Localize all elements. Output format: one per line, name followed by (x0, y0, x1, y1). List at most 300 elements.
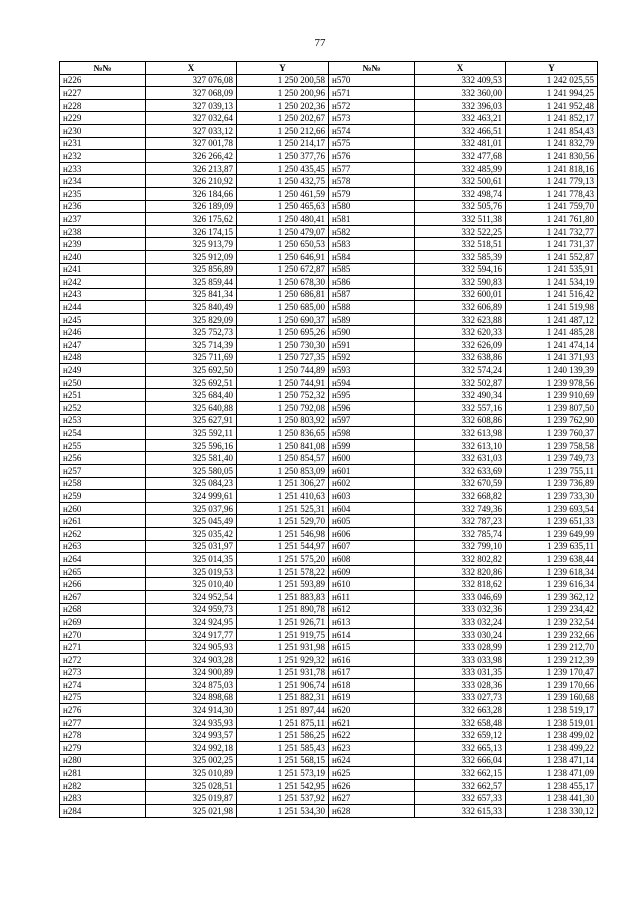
cell-point-number-left: н282 (60, 779, 146, 792)
cell-y-left: 1 250 672,87 (237, 263, 329, 276)
cell-x-right: 332 802,82 (415, 553, 506, 566)
cell-y-right: 1 241 731,37 (506, 238, 598, 251)
cell-point-number-right: н617 (329, 666, 415, 679)
cell-y-left: 1 251 585,43 (237, 742, 329, 755)
cell-point-number-left: н255 (60, 439, 146, 452)
cell-point-number-right: н590 (329, 326, 415, 339)
cell-point-number-left: н276 (60, 704, 146, 717)
cell-point-number-left: н280 (60, 754, 146, 767)
cell-y-right: 1 239 170,66 (506, 679, 598, 692)
cell-x-left: 325 580,05 (146, 465, 237, 478)
cell-y-right: 1 241 852,17 (506, 112, 598, 125)
cell-point-number-right: н621 (329, 716, 415, 729)
cell-point-number-left: н228 (60, 99, 146, 112)
cell-x-right: 333 032,36 (415, 603, 506, 616)
cell-x-left: 326 174,15 (146, 225, 237, 238)
cell-y-left: 1 250 202,36 (237, 99, 329, 112)
cell-x-right: 333 031,35 (415, 666, 506, 679)
cell-x-right: 332 396,03 (415, 99, 506, 112)
cell-x-left: 324 905,93 (146, 641, 237, 654)
cell-point-number-right: н627 (329, 792, 415, 805)
cell-point-number-left: н278 (60, 729, 146, 742)
cell-x-right: 332 749,36 (415, 502, 506, 515)
table-row (60, 276, 598, 289)
table-row (60, 767, 598, 780)
cell-y-left: 1 250 685,00 (237, 301, 329, 314)
cell-point-number-left: н271 (60, 641, 146, 654)
cell-point-number-left: н258 (60, 477, 146, 490)
table-row (60, 175, 598, 188)
cell-x-left: 325 021,98 (146, 805, 237, 818)
table-row (60, 792, 598, 805)
cell-y-right: 1 241 778,43 (506, 187, 598, 200)
table-row (60, 225, 598, 238)
cell-point-number-left: н236 (60, 200, 146, 213)
cell-point-number-right: н606 (329, 527, 415, 540)
cell-x-right: 332 633,69 (415, 465, 506, 478)
cell-x-right: 332 613,10 (415, 439, 506, 452)
table-row (60, 653, 598, 666)
cell-point-number-right: н622 (329, 729, 415, 742)
cell-x-left: 325 019,87 (146, 792, 237, 805)
table-row (60, 716, 598, 729)
cell-x-right: 333 033,98 (415, 653, 506, 666)
cell-x-left: 325 581,40 (146, 452, 237, 465)
cell-point-number-right: н589 (329, 313, 415, 326)
cell-point-number-right: н602 (329, 477, 415, 490)
cell-y-right: 1 241 552,87 (506, 250, 598, 263)
cell-x-right: 332 668,82 (415, 490, 506, 503)
cell-point-number-right: н623 (329, 742, 415, 755)
cell-x-left: 324 935,93 (146, 716, 237, 729)
cell-y-right: 1 241 534,19 (506, 276, 598, 289)
cell-y-right: 1 241 487,12 (506, 313, 598, 326)
cell-y-left: 1 250 695,26 (237, 326, 329, 339)
cell-x-left: 326 189,09 (146, 200, 237, 213)
coordinates-table (59, 61, 598, 818)
table-row (60, 578, 598, 591)
header-x-left: X (146, 62, 237, 75)
cell-point-number-right: н616 (329, 653, 415, 666)
cell-point-number-left: н267 (60, 590, 146, 603)
table-row (60, 238, 598, 251)
cell-point-number-left: н244 (60, 301, 146, 314)
header-point-number-left: №№ (60, 62, 146, 75)
cell-y-left: 1 251 546,98 (237, 527, 329, 540)
cell-y-left: 1 250 730,30 (237, 339, 329, 352)
cell-y-left: 1 251 306,27 (237, 477, 329, 490)
cell-x-left: 325 014,35 (146, 553, 237, 566)
table-row (60, 402, 598, 415)
cell-point-number-right: н577 (329, 162, 415, 175)
table-row (60, 666, 598, 679)
cell-point-number-right: н594 (329, 376, 415, 389)
cell-y-right: 1 239 212,70 (506, 641, 598, 654)
cell-point-number-right: н587 (329, 288, 415, 301)
table-row (60, 527, 598, 540)
cell-y-right: 1 239 234,42 (506, 603, 598, 616)
cell-x-left: 325 912,09 (146, 250, 237, 263)
cell-x-right: 332 594,16 (415, 263, 506, 276)
cell-point-number-right: н574 (329, 124, 415, 137)
cell-y-left: 1 251 929,32 (237, 653, 329, 666)
cell-y-left: 1 250 650,53 (237, 238, 329, 251)
cell-x-right: 332 799,10 (415, 540, 506, 553)
cell-x-left: 324 992,18 (146, 742, 237, 755)
table-row (60, 263, 598, 276)
table-row (60, 590, 598, 603)
cell-point-number-left: н262 (60, 527, 146, 540)
cell-point-number-right: н595 (329, 389, 415, 402)
cell-point-number-right: н583 (329, 238, 415, 251)
cell-y-right: 1 239 638,44 (506, 553, 598, 566)
cell-y-left: 1 251 931,98 (237, 641, 329, 654)
table-row (60, 641, 598, 654)
cell-point-number-left: н229 (60, 112, 146, 125)
cell-y-left: 1 251 573,19 (237, 767, 329, 780)
cell-y-right: 1 238 330,12 (506, 805, 598, 818)
cell-x-right: 332 663,28 (415, 704, 506, 717)
cell-y-right: 1 239 733,30 (506, 490, 598, 503)
cell-point-number-right: н604 (329, 502, 415, 515)
cell-point-number-left: н259 (60, 490, 146, 503)
cell-y-right: 1 239 760,37 (506, 427, 598, 440)
cell-y-right: 1 239 758,58 (506, 439, 598, 452)
cell-point-number-left: н274 (60, 679, 146, 692)
cell-y-left: 1 250 752,32 (237, 389, 329, 402)
cell-x-right: 332 666,04 (415, 754, 506, 767)
cell-point-number-left: н237 (60, 213, 146, 226)
cell-y-left: 1 250 200,96 (237, 87, 329, 100)
cell-y-right: 1 239 978,56 (506, 376, 598, 389)
cell-y-right: 1 241 371,93 (506, 351, 598, 364)
cell-y-left: 1 250 646,91 (237, 250, 329, 263)
cell-point-number-left: н264 (60, 553, 146, 566)
cell-y-right: 1 241 818,16 (506, 162, 598, 175)
cell-point-number-left: н231 (60, 137, 146, 150)
cell-x-right: 332 658,48 (415, 716, 506, 729)
cell-point-number-right: н570 (329, 74, 415, 87)
cell-point-number-left: н273 (60, 666, 146, 679)
cell-y-right: 1 241 779,13 (506, 175, 598, 188)
table-row (60, 754, 598, 767)
cell-x-right: 332 608,86 (415, 414, 506, 427)
cell-y-left: 1 250 792,08 (237, 402, 329, 415)
cell-y-left: 1 250 803,92 (237, 414, 329, 427)
cell-y-left: 1 251 906,74 (237, 679, 329, 692)
cell-y-left: 1 250 202,67 (237, 112, 329, 125)
cell-x-right: 332 409,53 (415, 74, 506, 87)
cell-x-left: 324 993,57 (146, 729, 237, 742)
cell-point-number-left: н257 (60, 465, 146, 478)
cell-point-number-right: н605 (329, 515, 415, 528)
cell-x-right: 332 477,68 (415, 150, 506, 163)
table-row (60, 150, 598, 163)
cell-x-right: 332 481,01 (415, 137, 506, 150)
cell-x-right: 332 505,76 (415, 200, 506, 213)
table-row (60, 326, 598, 339)
table-row (60, 603, 598, 616)
cell-point-number-right: н599 (329, 439, 415, 452)
cell-y-left: 1 251 926,71 (237, 616, 329, 629)
cell-x-right: 332 502,87 (415, 376, 506, 389)
cell-x-left: 325 035,42 (146, 527, 237, 540)
cell-y-right: 1 241 832,79 (506, 137, 598, 150)
cell-y-right: 1 238 471,09 (506, 767, 598, 780)
cell-y-left: 1 251 593,89 (237, 578, 329, 591)
table-row (60, 162, 598, 175)
cell-x-left: 325 913,79 (146, 238, 237, 251)
cell-point-number-left: н268 (60, 603, 146, 616)
cell-x-left: 325 031,97 (146, 540, 237, 553)
cell-point-number-right: н572 (329, 99, 415, 112)
table-body (60, 74, 598, 817)
cell-y-left: 1 251 890,78 (237, 603, 329, 616)
cell-y-right: 1 239 910,69 (506, 389, 598, 402)
cell-y-left: 1 250 841,08 (237, 439, 329, 452)
cell-point-number-right: н615 (329, 641, 415, 654)
cell-point-number-left: н266 (60, 578, 146, 591)
table-row (60, 465, 598, 478)
cell-x-left: 326 266,42 (146, 150, 237, 163)
cell-point-number-left: н230 (60, 124, 146, 137)
cell-point-number-right: н586 (329, 276, 415, 289)
cell-x-left: 325 711,69 (146, 351, 237, 364)
cell-y-right: 1 241 485,28 (506, 326, 598, 339)
cell-y-right: 1 238 519,17 (506, 704, 598, 717)
cell-x-right: 332 574,24 (415, 364, 506, 377)
cell-point-number-right: н608 (329, 553, 415, 566)
cell-x-right: 332 613,98 (415, 427, 506, 440)
cell-point-number-right: н578 (329, 175, 415, 188)
cell-x-left: 327 068,09 (146, 87, 237, 100)
cell-y-left: 1 250 465,63 (237, 200, 329, 213)
table-row (60, 364, 598, 377)
cell-x-left: 324 875,03 (146, 679, 237, 692)
cell-point-number-left: н252 (60, 402, 146, 415)
table-row (60, 87, 598, 100)
cell-point-number-right: н600 (329, 452, 415, 465)
cell-y-left: 1 251 875,11 (237, 716, 329, 729)
cell-y-right: 1 241 732,77 (506, 225, 598, 238)
table-row (60, 553, 598, 566)
cell-x-right: 332 787,23 (415, 515, 506, 528)
cell-point-number-right: н588 (329, 301, 415, 314)
cell-x-left: 325 829,09 (146, 313, 237, 326)
cell-x-left: 325 084,23 (146, 477, 237, 490)
table-row (60, 540, 598, 553)
table-row (60, 137, 598, 150)
cell-y-left: 1 250 727,35 (237, 351, 329, 364)
cell-x-left: 327 039,13 (146, 99, 237, 112)
cell-point-number-left: н238 (60, 225, 146, 238)
cell-x-right: 332 606,89 (415, 301, 506, 314)
cell-point-number-right: н596 (329, 402, 415, 415)
cell-y-right: 1 241 516,42 (506, 288, 598, 301)
cell-y-left: 1 251 537,92 (237, 792, 329, 805)
cell-x-left: 324 903,28 (146, 653, 237, 666)
cell-point-number-right: н598 (329, 427, 415, 440)
cell-point-number-right: н573 (329, 112, 415, 125)
cell-y-left: 1 251 586,25 (237, 729, 329, 742)
cell-y-right: 1 242 025,55 (506, 74, 598, 87)
cell-x-right: 332 623,88 (415, 313, 506, 326)
cell-x-left: 325 692,51 (146, 376, 237, 389)
cell-x-left: 325 752,73 (146, 326, 237, 339)
cell-point-number-right: н576 (329, 150, 415, 163)
cell-y-left: 1 250 479,07 (237, 225, 329, 238)
cell-x-right: 332 600,01 (415, 288, 506, 301)
cell-x-right: 332 500,61 (415, 175, 506, 188)
table-row (60, 351, 598, 364)
table-row (60, 313, 598, 326)
cell-y-left: 1 250 836,65 (237, 427, 329, 440)
cell-x-left: 327 033,12 (146, 124, 237, 137)
cell-x-left: 324 898,68 (146, 691, 237, 704)
cell-x-left: 325 010,40 (146, 578, 237, 591)
cell-y-right: 1 239 160,68 (506, 691, 598, 704)
table-row (60, 502, 598, 515)
table-row (60, 200, 598, 213)
cell-y-left: 1 251 575,20 (237, 553, 329, 566)
cell-y-right: 1 238 519,01 (506, 716, 598, 729)
table-row (60, 74, 598, 87)
cell-x-right: 332 498,74 (415, 187, 506, 200)
cell-point-number-left: н270 (60, 628, 146, 641)
cell-y-left: 1 251 525,31 (237, 502, 329, 515)
cell-y-right: 1 241 952,48 (506, 99, 598, 112)
cell-y-right: 1 239 762,90 (506, 414, 598, 427)
table-header (60, 62, 598, 75)
cell-point-number-left: н243 (60, 288, 146, 301)
cell-point-number-right: н584 (329, 250, 415, 263)
cell-point-number-left: н275 (60, 691, 146, 704)
cell-y-right: 1 239 232,54 (506, 616, 598, 629)
cell-x-left: 326 213,87 (146, 162, 237, 175)
table-row (60, 452, 598, 465)
cell-point-number-left: н234 (60, 175, 146, 188)
cell-y-left: 1 251 919,75 (237, 628, 329, 641)
cell-point-number-left: н250 (60, 376, 146, 389)
cell-y-right: 1 239 736,89 (506, 477, 598, 490)
cell-y-right: 1 238 455,17 (506, 779, 598, 792)
cell-point-number-left: н232 (60, 150, 146, 163)
table-row (60, 490, 598, 503)
cell-x-right: 332 590,83 (415, 276, 506, 289)
cell-y-left: 1 251 529,70 (237, 515, 329, 528)
cell-y-right: 1 241 761,80 (506, 213, 598, 226)
cell-point-number-right: н597 (329, 414, 415, 427)
cell-x-right: 332 557,16 (415, 402, 506, 415)
cell-y-right: 1 241 519,98 (506, 301, 598, 314)
cell-y-left: 1 250 686,81 (237, 288, 329, 301)
table-row (60, 288, 598, 301)
cell-y-left: 1 250 744,89 (237, 364, 329, 377)
cell-point-number-right: н611 (329, 590, 415, 603)
table-row (60, 301, 598, 314)
cell-y-left: 1 251 542,95 (237, 779, 329, 792)
cell-x-right: 332 360,00 (415, 87, 506, 100)
cell-x-left: 325 640,88 (146, 402, 237, 415)
cell-point-number-left: н260 (60, 502, 146, 515)
cell-x-right: 332 659,12 (415, 729, 506, 742)
cell-y-right: 1 238 499,22 (506, 742, 598, 755)
cell-point-number-right: н619 (329, 691, 415, 704)
table-row (60, 616, 598, 629)
cell-x-right: 333 027,73 (415, 691, 506, 704)
cell-point-number-right: н612 (329, 603, 415, 616)
cell-x-left: 325 010,89 (146, 767, 237, 780)
cell-x-left: 325 627,91 (146, 414, 237, 427)
cell-point-number-right: н592 (329, 351, 415, 364)
cell-y-right: 1 239 651,33 (506, 515, 598, 528)
cell-x-right: 332 638,86 (415, 351, 506, 364)
cell-point-number-left: н265 (60, 565, 146, 578)
cell-x-left: 326 175,62 (146, 213, 237, 226)
cell-point-number-left: н240 (60, 250, 146, 263)
cell-y-right: 1 239 212,39 (506, 653, 598, 666)
cell-x-right: 332 626,09 (415, 339, 506, 352)
cell-point-number-right: н613 (329, 616, 415, 629)
cell-point-number-left: н281 (60, 767, 146, 780)
cell-point-number-left: н263 (60, 540, 146, 553)
cell-y-right: 1 238 471,14 (506, 754, 598, 767)
cell-point-number-left: н246 (60, 326, 146, 339)
cell-y-left: 1 250 854,57 (237, 452, 329, 465)
table-row (60, 339, 598, 352)
cell-point-number-left: н235 (60, 187, 146, 200)
cell-point-number-right: н580 (329, 200, 415, 213)
table-row (60, 389, 598, 402)
cell-y-right: 1 239 693,54 (506, 502, 598, 515)
cell-point-number-left: н226 (60, 74, 146, 87)
cell-x-right: 332 657,33 (415, 792, 506, 805)
cell-point-number-left: н269 (60, 616, 146, 629)
cell-x-left: 325 684,40 (146, 389, 237, 402)
cell-x-left: 324 924,95 (146, 616, 237, 629)
table-row (60, 213, 598, 226)
cell-x-right: 332 785,74 (415, 527, 506, 540)
header-y-left: Y (237, 62, 329, 75)
cell-y-left: 1 251 544,97 (237, 540, 329, 553)
cell-x-left: 325 002,25 (146, 754, 237, 767)
cell-point-number-right: н624 (329, 754, 415, 767)
cell-point-number-left: н249 (60, 364, 146, 377)
cell-x-left: 325 037,96 (146, 502, 237, 515)
cell-point-number-left: н242 (60, 276, 146, 289)
cell-x-right: 332 615,33 (415, 805, 506, 818)
cell-point-number-left: н277 (60, 716, 146, 729)
cell-point-number-left: н239 (60, 238, 146, 251)
cell-x-left: 325 841,34 (146, 288, 237, 301)
cell-y-right: 1 240 139,39 (506, 364, 598, 377)
cell-point-number-right: н614 (329, 628, 415, 641)
cell-x-right: 332 490,34 (415, 389, 506, 402)
cell-y-left: 1 250 432,75 (237, 175, 329, 188)
cell-x-right: 332 518,51 (415, 238, 506, 251)
cell-y-right: 1 239 635,11 (506, 540, 598, 553)
cell-x-left: 324 917,77 (146, 628, 237, 641)
table-row (60, 729, 598, 742)
cell-y-left: 1 251 534,30 (237, 805, 329, 818)
cell-point-number-right: н628 (329, 805, 415, 818)
cell-y-left: 1 250 377,76 (237, 150, 329, 163)
cell-x-left: 325 045,49 (146, 515, 237, 528)
cell-point-number-left: н254 (60, 427, 146, 440)
cell-point-number-left: н261 (60, 515, 146, 528)
cell-x-right: 332 511,38 (415, 213, 506, 226)
cell-x-right: 333 032,24 (415, 616, 506, 629)
